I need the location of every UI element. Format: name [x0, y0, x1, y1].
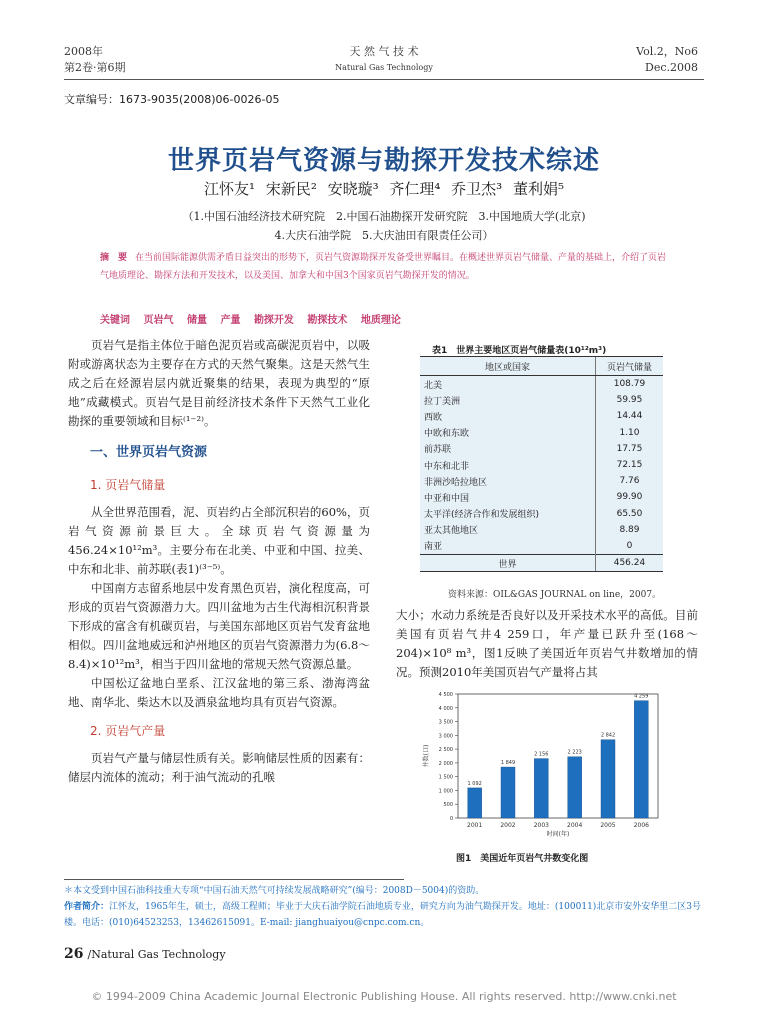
table-row: [420, 538, 663, 555]
bar-value-label: 2 842: [600, 732, 616, 739]
y-tick-label: 1 500: [438, 774, 453, 781]
paragraph: 页岩气产量与储层性质有关。影响储层性质的因素有：储层内流体的流动；利于油气流动的孔喉: [68, 751, 370, 784]
abstract-label: 摘 要: [100, 253, 128, 263]
table-cell-value: 65.50: [595, 506, 663, 522]
header-vol-en: Vol.2，No6: [636, 45, 698, 58]
paragraph: 大小；水动力系统是否良好以及开采技术水平的高低。目前美国有页岩气井4 259口，年产量已跃升至(168～204)×10⁸ m³，图1反映了美国近年页岩气井数增加的情况。预测2010年美国页岩气产量将占其: [396, 608, 698, 679]
header-divider: [64, 79, 704, 80]
y-tick-label: 3 000: [438, 733, 453, 740]
plot-frame: [458, 694, 658, 818]
bar: [534, 759, 548, 818]
keyword: 储量: [186, 315, 207, 326]
y-tick-label: 1 000: [438, 788, 453, 795]
table-cell-region: 前苏联: [424, 445, 452, 456]
table-cell-value: 59.95: [595, 392, 663, 408]
copyright-line: © 1994-2009 China Academic Journal Electronic Publishing House. All rights reserved. http://www.cnki.net: [91, 990, 677, 1003]
author-note-text: 江怀友，1965年生，硕士，高级工程师；毕业于大庆石油学院石油地质专业，研究方向为油气勘探开发。地址：(100011)北京市安外安华里二区3号楼。电话：(010)64523253，13462615091。E-mail: jianghuaiyou@cnpc.com.cn。: [64, 902, 702, 928]
abstract: [100, 249, 670, 285]
bar-value-label: 2 223: [567, 749, 582, 756]
header-right: [636, 44, 698, 76]
table-total-row: [420, 555, 663, 572]
table-cell-value: 8.89: [595, 522, 663, 538]
header-volume: 第2卷·第6期: [64, 61, 126, 74]
table-cell-value: 72.15: [595, 457, 663, 473]
table-cell-region: 非洲沙哈拉地区: [424, 477, 488, 488]
table-cell-region: 中东和北非: [424, 461, 470, 472]
author-note: [64, 899, 704, 931]
table-cell-value: 1.10: [595, 425, 663, 441]
bar: [601, 740, 615, 818]
bar-value-label: 2 156: [534, 751, 549, 758]
table-cell-value: 99.90: [595, 489, 663, 505]
table-total-value: 456.24: [595, 555, 663, 572]
keywords-label: 关键词: [100, 315, 130, 326]
table-source: 资料来源：OIL&GAS JOURNAL on line，2007。: [448, 590, 662, 600]
table-cell-region: 亚太其他地区: [424, 526, 479, 537]
table-cell-region: 西欧: [424, 412, 443, 423]
table-cell-value: 17.75: [595, 441, 663, 457]
x-tick-label: 2001: [467, 822, 483, 829]
bar: [468, 788, 482, 818]
table-row: [420, 522, 663, 538]
bar: [568, 757, 582, 818]
table-caption: 表1 世界主要地区页岩气储量表(10¹²m³): [432, 346, 607, 356]
table-header-row: [420, 357, 663, 376]
table-row: [420, 506, 663, 522]
keyword: 页岩气: [143, 315, 174, 326]
y-tick-label: 2 500: [438, 747, 453, 754]
intro-paragraph: 页岩气是指主体位于暗色泥页岩或高碳泥页岩中，以吸附或游离状态为主要存在方式的天然气聚集。这是天然气生成之后在烃源岩层内就近聚集的结果，表现为典型的“原地”成藏模式。页岩气是目前经济技术条件下天然气工业化勘探的重要领域和目标⁽¹⁻²⁾。: [68, 338, 370, 428]
y-tick-label: 4 500: [438, 692, 453, 698]
section-heading-1: 一、世界页岩气资源: [90, 445, 208, 460]
table-cell-region: 中亚和中国: [424, 493, 470, 504]
table-header-region: 地区或国家: [420, 357, 595, 376]
x-tick-label: 2004: [567, 822, 583, 829]
table-row: [420, 376, 663, 393]
x-tick-label: 2002: [500, 822, 516, 829]
y-tick-label: 0: [449, 816, 453, 822]
author-note-label: 作者简介：: [64, 902, 110, 912]
header-date-en: Dec.2008: [645, 61, 698, 74]
journal-name-en: Natural Gas Technology: [335, 63, 433, 72]
keywords: [100, 311, 411, 326]
keyword: 勘探开发: [253, 315, 294, 326]
table-cell-value: 7.76: [595, 473, 663, 489]
table-cell-region: 拉丁美洲: [424, 396, 461, 407]
table-row: [420, 392, 663, 408]
keyword: 勘探技术: [307, 315, 348, 326]
y-tick-label: 500: [443, 802, 453, 809]
table-row: [420, 425, 663, 441]
keyword: 地质理论: [360, 315, 401, 326]
article-number: 文章编号：1673-9035(2008)06-0026-05: [64, 93, 280, 106]
table-cell-value: 0: [595, 538, 663, 555]
paragraph: 中国南方志留系地层中发育黑色页岩，演化程度高，可形成的页岩气资源潜力大。四川盆地为古生代海相沉积背景下形成的富含有机碳页岩，与美国东部地区页岩气发育盆地相似。四川盆地威远和泸州地区的页岩气资源潜力为(6.8～8.4)×10¹²m³，相当于四川盆地的常规天然气资源总量。: [68, 581, 370, 671]
x-tick-label: 2005: [600, 822, 616, 829]
keyword: 产量: [220, 315, 241, 326]
footnote-divider: [64, 879, 404, 880]
table-row: [420, 489, 663, 505]
table-row: [420, 457, 663, 473]
x-axis-label: 时间(年): [546, 831, 570, 838]
header-year: 2008年: [64, 45, 103, 58]
table-cell-region: 南亚: [424, 542, 443, 553]
affiliation-line-2: 4.大庆石油学院 5.大庆油田有限责任公司）: [274, 229, 494, 242]
affiliation-line-1: （1.中国石油经济技术研究院 2.中国石油勘探开发研究院 3.中国地质大学(北京): [182, 210, 586, 223]
right-column: [396, 606, 698, 682]
footnote: [64, 883, 704, 931]
table-cell-region: 中欧和东欧: [424, 429, 470, 440]
subsection-heading-1: 1. 页岩气储量: [90, 478, 166, 492]
table-cell-value: 108.79: [595, 376, 663, 393]
figure-caption: 图1 美国近年页岩气井数变化图: [456, 854, 589, 864]
reserves-table: [420, 356, 663, 572]
journal-name-cn: 天 然 气 技 术: [349, 45, 419, 58]
paragraph: 从全世界范围看，泥、页岩约占全部沉积岩的60%，页岩气资源前景巨大。全球页岩气资源量为456.24×10¹²m³。主要分布在北美、中亚和中国、拉美、中东和北非、前苏联(表1)⁽³⁻⁵⁾。: [68, 505, 370, 576]
table-row: [420, 441, 663, 457]
table-cell-region: 太平洋(经济合作和发展组织): [424, 510, 540, 521]
y-axis-label: 井数(口): [423, 744, 430, 768]
bar-value-label: 4 259: [634, 693, 649, 700]
y-tick-label: 2 000: [438, 760, 453, 767]
page-number: 26: [64, 946, 84, 962]
x-tick-label: 2003: [533, 822, 549, 829]
authors: 江怀友¹ 宋新民² 安晓璇³ 齐仁理⁴ 乔卫杰³ 董利娟⁵: [204, 180, 564, 198]
fund-note: ＊本文受到中国石油科技重大专项“中国石油天然气可持续发展战略研究”(编号：2008D－5004)的资助。: [64, 886, 485, 896]
bar-value-label: 1 849: [500, 760, 516, 767]
y-tick-label: 3 500: [438, 719, 453, 726]
table-header-value: 页岩气储量: [595, 357, 663, 376]
x-tick-label: 2006: [633, 822, 649, 829]
abstract-text: 在当前国际能源供需矛盾日益突出的形势下，页岩气资源勘探开发备受世界瞩目。在概述世界页岩气储量、产量的基础上，介绍了页岩气地质理论、勘探方法和开发技术，以及美国、加拿大和中国3个国家页岩气勘探开发的情况。: [100, 253, 667, 281]
page-journal: /Natural Gas Technology: [87, 948, 226, 961]
table-cell-value: 14.44: [595, 408, 663, 424]
bar-value-label: 1 092: [467, 780, 482, 787]
page-footer: [64, 946, 226, 962]
bar: [501, 767, 515, 818]
table-row: [420, 408, 663, 424]
article-title: 世界页岩气资源与勘探开发技术综述: [167, 146, 600, 176]
table-cell-region: 北美: [424, 380, 443, 391]
well-count-chart: [410, 688, 670, 838]
left-column: [68, 336, 370, 787]
table-row: [420, 473, 663, 489]
bar: [634, 701, 648, 818]
table-total-label: 世界: [420, 555, 595, 572]
paragraph: 中国松辽盆地白垩系、江汉盆地的第三系、渤海湾盆地、南华北、柴达木以及酒泉盆地均具有页岩气资源。: [68, 676, 370, 709]
y-tick-label: 4 000: [438, 705, 453, 712]
subsection-heading-2: 2. 页岩气产量: [90, 724, 166, 738]
